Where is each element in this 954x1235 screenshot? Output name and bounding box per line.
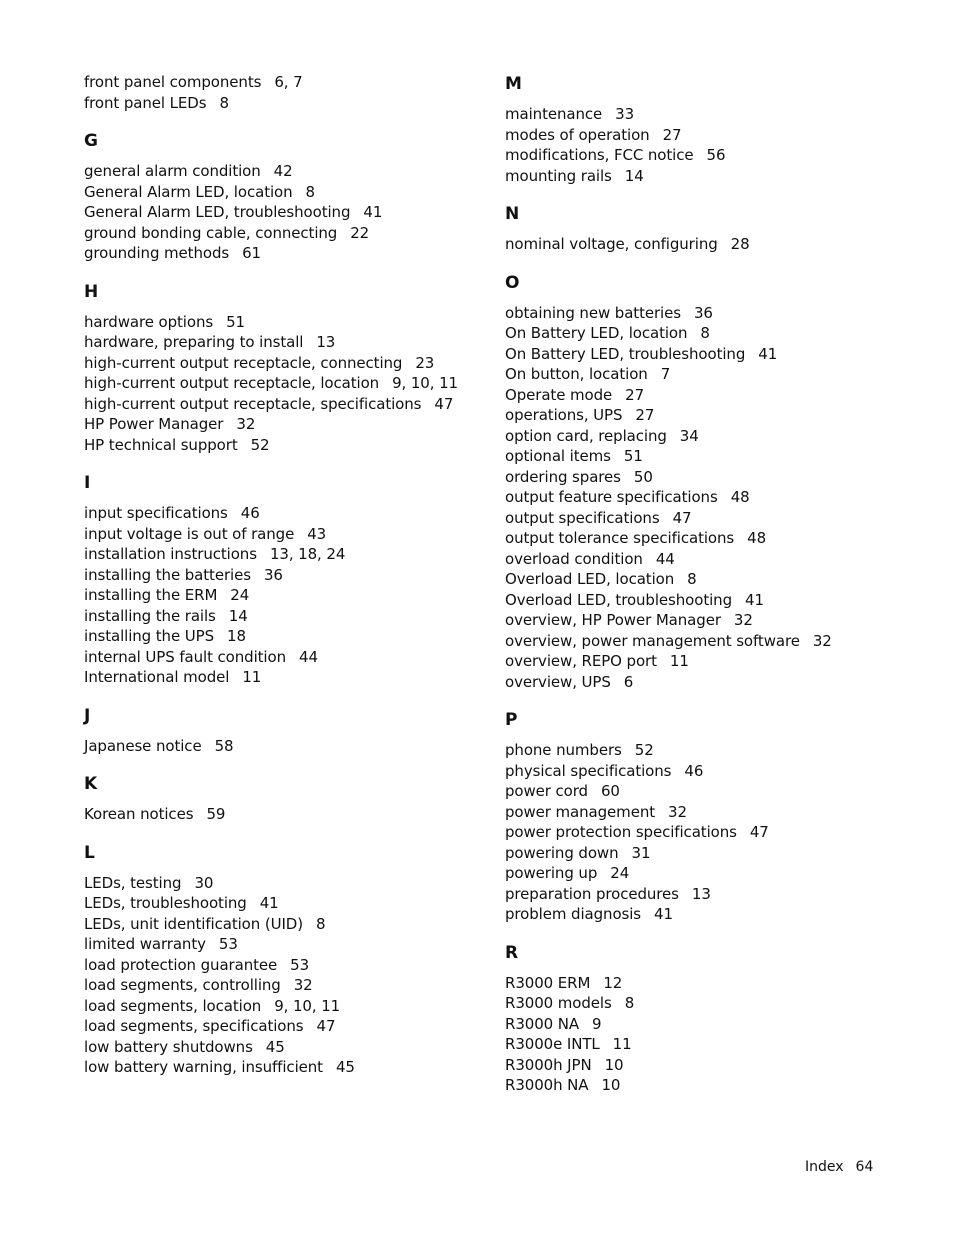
entry-page-link[interactable]: 45 — [265, 1037, 285, 1056]
entry-page-link[interactable]: 13 — [691, 884, 711, 903]
index-entry — [505, 1055, 905, 1076]
index-entry — [505, 528, 905, 549]
entry-term: maintenance — [505, 105, 603, 123]
index-entry — [505, 843, 905, 864]
entry-term: internal UPS fault condition — [84, 647, 286, 666]
index-entry — [84, 544, 484, 565]
index-column-left — [84, 72, 484, 1094]
entry-page-link[interactable]: 7 — [660, 365, 671, 383]
entry-term: General Alarm LED, location — [84, 182, 293, 201]
index-entry — [84, 565, 484, 586]
entry-page-link[interactable]: 41 — [363, 203, 383, 221]
entry-list — [84, 161, 484, 264]
index-entry — [505, 1075, 905, 1096]
entry-list — [505, 104, 905, 186]
entry-term: output tolerance specifications — [505, 529, 735, 547]
entry-term: powering up — [505, 864, 598, 882]
index-entry — [84, 934, 484, 955]
index-entry — [84, 626, 484, 647]
index-entry — [84, 996, 484, 1017]
index-entry — [84, 524, 484, 545]
entry-page-link[interactable]: 28 — [730, 235, 750, 253]
index-entry — [505, 145, 905, 166]
index-entry — [505, 904, 905, 925]
entry-page-link[interactable]: 36 — [693, 303, 713, 322]
entry-term: installing the batteries — [84, 565, 251, 584]
entry-page-link[interactable]: 32 — [293, 976, 313, 994]
entry-term: input specifications — [84, 504, 228, 522]
entry-term: R3000e INTL — [505, 1035, 600, 1053]
entry-page-link[interactable]: 41 — [654, 905, 673, 923]
index-entry — [84, 332, 484, 353]
entry-term: R3000 NA — [505, 1014, 580, 1033]
entry-term: power protection specifications — [505, 823, 737, 841]
entry-term: grounding methods — [84, 244, 230, 262]
entry-term: LEDs, troubleshooting — [84, 894, 247, 912]
entry-term: option card, replacing — [505, 426, 667, 445]
index-entry — [505, 761, 905, 782]
entry-page-link[interactable]: 48 — [730, 488, 750, 506]
entry-term: mounting rails — [505, 166, 612, 185]
entry-page-link[interactable]: 56 — [706, 146, 726, 164]
index-entry — [84, 893, 484, 914]
entry-term: power management — [505, 802, 656, 821]
entry-term: output feature specifications — [505, 488, 718, 506]
index-entry — [84, 72, 484, 93]
entry-list — [505, 740, 905, 925]
entry-page-link[interactable]: 9, 10, 11 — [274, 996, 341, 1015]
entry-page-link[interactable]: 32 — [668, 802, 687, 821]
entry-page-link[interactable]: 22 — [350, 223, 370, 242]
index-entry — [84, 647, 484, 668]
index-entry — [84, 606, 484, 627]
index-entry — [84, 1037, 484, 1058]
entry-list — [84, 503, 484, 688]
entry-list — [84, 72, 484, 113]
entry-term: overview, REPO port — [505, 652, 657, 670]
entry-page-link[interactable]: 51 — [226, 312, 245, 331]
index-section — [84, 704, 484, 757]
index-column-right — [505, 72, 905, 1112]
index-entry — [505, 549, 905, 570]
entry-page-link[interactable]: 8 — [316, 914, 326, 933]
entry-term: International model — [84, 668, 230, 686]
entry-page-link[interactable]: 41 — [758, 344, 778, 363]
section-letter: L — [84, 842, 95, 863]
index-section — [505, 708, 905, 925]
entry-term: physical specifications — [505, 761, 672, 780]
index-section — [84, 280, 484, 456]
entry-term: ordering spares — [505, 467, 621, 486]
entry-term: preparation procedures — [505, 884, 679, 903]
entry-page-link[interactable]: 11 — [612, 1035, 632, 1053]
entry-page-link[interactable]: 9 — [592, 1014, 602, 1033]
entry-term: problem diagnosis — [505, 905, 642, 923]
section-letter: N — [505, 204, 520, 224]
index-entry — [505, 344, 905, 365]
index-section — [84, 772, 484, 825]
entry-term: HP Power Manager — [84, 415, 224, 433]
entry-term: Japanese notice — [84, 736, 202, 755]
entry-page-link[interactable]: 46 — [240, 504, 260, 522]
index-entry — [505, 364, 905, 385]
entry-list — [84, 873, 484, 1078]
index-entry — [84, 243, 484, 264]
entry-page-link[interactable]: 53 — [218, 935, 238, 953]
entry-page-link[interactable]: 14 — [624, 166, 644, 185]
entry-term: Overload LED, location — [505, 570, 675, 588]
entry-term: low battery shutdowns — [84, 1037, 253, 1056]
entry-page-link[interactable]: 33 — [615, 105, 635, 123]
index-entry — [505, 863, 905, 884]
index-entry — [505, 104, 905, 125]
index-entry — [84, 914, 484, 935]
entry-page-link[interactable]: 53 — [290, 955, 310, 974]
entry-page-link[interactable]: 44 — [299, 647, 318, 666]
entry-term: modifications, FCC notice — [505, 146, 694, 164]
index-entry — [84, 873, 484, 894]
entry-page-link[interactable]: 13 — [316, 333, 336, 351]
index-entry — [505, 125, 905, 146]
index-entry — [505, 672, 905, 693]
entry-page-link[interactable]: 45 — [335, 1058, 355, 1076]
index-section — [84, 471, 484, 688]
entry-term: general alarm condition — [84, 162, 261, 180]
entry-term: load segments, location — [84, 996, 262, 1015]
index-entry — [84, 585, 484, 606]
index-entry — [84, 955, 484, 976]
entry-term: high-current output receptacle, specifications — [84, 394, 422, 413]
section-letter: I — [84, 473, 91, 493]
index-entry — [84, 312, 484, 333]
index-entry — [505, 651, 905, 672]
index-entry — [505, 781, 905, 802]
index-entry — [505, 1034, 905, 1055]
entry-page-link[interactable]: 32 — [236, 415, 256, 433]
entry-page-link[interactable]: 6, 7 — [274, 73, 303, 91]
entry-page-link[interactable]: 24 — [230, 586, 250, 604]
entry-term: ground bonding cable, connecting — [84, 223, 338, 242]
entry-page-link[interactable]: 36 — [263, 565, 283, 584]
index-entry — [84, 93, 484, 114]
entry-term: R3000 ERM — [505, 973, 591, 992]
entry-term: General Alarm LED, troubleshooting — [84, 203, 351, 221]
index-entry — [505, 802, 905, 823]
index-entry — [84, 804, 484, 825]
index-entry — [505, 884, 905, 905]
section-letter: K — [84, 774, 98, 794]
entry-term: installing the ERM — [84, 586, 218, 604]
index-entry — [505, 405, 905, 426]
entry-term: R3000 models — [505, 994, 612, 1012]
entry-page-link[interactable]: 59 — [206, 805, 226, 823]
index-entry — [505, 569, 905, 590]
entry-term: obtaining new batteries — [505, 303, 681, 322]
index-entry — [84, 182, 484, 203]
entry-term: low battery warning, insufficient — [84, 1058, 323, 1076]
index-entry — [84, 394, 484, 415]
entry-page-link[interactable]: 27 — [635, 406, 655, 424]
section-letter: G — [84, 131, 98, 151]
index-entry — [84, 975, 484, 996]
index-entry — [505, 1014, 905, 1035]
entry-page-link[interactable]: 6 — [623, 672, 634, 691]
entry-term: On button, location — [505, 365, 648, 383]
index-entry — [505, 590, 905, 611]
entry-page-link[interactable]: 61 — [242, 244, 261, 262]
index-entry — [505, 487, 905, 508]
entry-term: LEDs, testing — [84, 873, 182, 892]
section-letter: R — [505, 942, 519, 963]
entry-term: input voltage is out of range — [84, 524, 295, 543]
entry-page-link[interactable]: 50 — [633, 467, 653, 486]
entry-page-link[interactable]: 47 — [316, 1017, 336, 1035]
index-entry — [84, 503, 484, 524]
entry-page-link[interactable]: 44 — [655, 549, 675, 568]
entry-page-link[interactable]: 27 — [625, 385, 645, 404]
page-number: 64 — [855, 1159, 874, 1175]
index-section — [505, 941, 905, 1096]
entry-list — [505, 303, 905, 693]
entry-page-link[interactable]: 41 — [745, 590, 764, 609]
entry-term: On Battery LED, location — [505, 324, 688, 342]
index-entry — [505, 610, 905, 631]
entry-term: nominal voltage, configuring — [505, 235, 718, 253]
index-entry — [84, 1057, 484, 1078]
entry-page-link[interactable]: 41 — [259, 894, 279, 912]
entry-list — [84, 312, 484, 456]
index-entry — [505, 385, 905, 406]
entry-page-link[interactable]: 14 — [228, 606, 248, 625]
entry-page-link[interactable]: 13, 18, 24 — [269, 545, 346, 563]
entry-term: LEDs, unit identification (UID) — [84, 914, 303, 933]
entry-page-link[interactable]: 32 — [733, 611, 753, 629]
entry-page-link[interactable]: 27 — [662, 125, 682, 144]
entry-page-link[interactable]: 10 — [601, 1076, 621, 1094]
entry-term: optional items — [505, 447, 611, 465]
index-entry — [84, 414, 484, 435]
entry-page-link[interactable]: 47 — [749, 823, 769, 841]
entry-page-link[interactable]: 32 — [812, 631, 832, 650]
entry-term: phone numbers — [505, 741, 622, 759]
entry-term: overview, power management software — [505, 631, 800, 650]
entry-term: output specifications — [505, 508, 660, 527]
index-section — [84, 841, 484, 1078]
section-letter: H — [84, 281, 99, 302]
index-entry — [505, 234, 905, 255]
index-entry — [505, 740, 905, 761]
section-letter: P — [505, 710, 518, 730]
entry-term: installing the UPS — [84, 627, 214, 645]
index-entry — [505, 631, 905, 652]
entry-page-link[interactable]: 10 — [604, 1055, 624, 1074]
entry-term: powering down — [505, 843, 619, 862]
entry-term: installation instructions — [84, 545, 257, 563]
entry-page-link[interactable]: 60 — [600, 782, 620, 800]
entry-term: front panel LEDs — [84, 93, 207, 112]
index-entry — [84, 202, 484, 223]
entry-page-link[interactable]: 46 — [684, 761, 704, 780]
index-entry — [84, 736, 484, 757]
entry-page-link[interactable]: 8 — [624, 994, 635, 1012]
index-entry — [505, 303, 905, 324]
entry-page-link[interactable]: 31 — [631, 843, 651, 862]
entry-page-link[interactable]: 24 — [610, 864, 630, 882]
index-entry — [84, 435, 484, 456]
entry-term: high-current output receptacle, location — [84, 374, 380, 392]
page-footer — [805, 1157, 873, 1177]
section-letter: J — [84, 705, 91, 726]
entry-page-link[interactable]: 47 — [434, 394, 454, 413]
entry-term: R3000h JPN — [505, 1055, 592, 1074]
index-entry — [84, 373, 484, 394]
entry-term: overload condition — [505, 549, 643, 568]
entry-page-link[interactable]: 23 — [415, 353, 435, 372]
section-letter: M — [505, 74, 522, 94]
entry-page-link[interactable]: 12 — [603, 973, 623, 992]
index-entry — [505, 467, 905, 488]
index-section — [505, 72, 905, 186]
entry-page-link[interactable]: 47 — [672, 508, 692, 527]
entry-list — [84, 804, 484, 825]
entry-term: limited warranty — [84, 935, 206, 953]
index-entry — [84, 1016, 484, 1037]
entry-page-link[interactable]: 11 — [669, 652, 689, 670]
entry-page-link[interactable]: 52 — [634, 741, 654, 759]
entry-page-link[interactable]: 9, 10, 11 — [392, 374, 458, 392]
entry-page-link[interactable]: 42 — [273, 162, 293, 180]
entry-term: load segments, controlling — [84, 976, 281, 994]
entry-term: high-current output receptacle, connecting — [84, 353, 403, 372]
index-entry — [505, 426, 905, 447]
entry-term: R3000h NA — [505, 1076, 589, 1094]
entry-term: operations, UPS — [505, 406, 623, 424]
footer-label: Index — [805, 1159, 844, 1175]
index-entry — [505, 446, 905, 467]
entry-term: installing the rails — [84, 606, 216, 625]
entry-term: power cord — [505, 782, 588, 800]
entry-term: load segments, specifications — [84, 1017, 304, 1035]
entry-page-link[interactable]: 8 — [219, 93, 229, 112]
entry-page-link[interactable]: 8 — [687, 570, 697, 588]
entry-page-link[interactable]: 34 — [679, 426, 699, 445]
entry-term: modes of operation — [505, 125, 650, 144]
entry-term: Operate mode — [505, 385, 613, 404]
index-section — [505, 202, 905, 255]
entry-page-link[interactable]: 30 — [194, 873, 214, 892]
index-section — [84, 72, 484, 113]
entry-term: overview, HP Power Manager — [505, 611, 721, 629]
index-entry — [505, 993, 905, 1014]
index-entry — [505, 508, 905, 529]
entry-term: HP technical support — [84, 435, 238, 454]
entry-list — [84, 736, 484, 757]
entry-page-link[interactable]: 8 — [305, 182, 315, 201]
index-entry — [505, 973, 905, 994]
entry-page-link[interactable]: 11 — [242, 668, 262, 686]
entry-term: On Battery LED, troubleshooting — [505, 344, 746, 363]
entry-list — [505, 973, 905, 1096]
entry-page-link[interactable]: 18 — [227, 627, 246, 645]
entry-page-link[interactable]: 58 — [214, 736, 234, 755]
entry-term: front panel components — [84, 73, 262, 91]
index-entry — [505, 323, 905, 344]
entry-list — [505, 234, 905, 255]
entry-page-link[interactable]: 43 — [307, 524, 327, 543]
entry-term: load protection guarantee — [84, 955, 278, 974]
index-section — [84, 129, 484, 264]
entry-term: overview, UPS — [505, 672, 611, 691]
entry-term: hardware options — [84, 312, 214, 331]
index-entry — [505, 822, 905, 843]
entry-term: Overload LED, troubleshooting — [505, 590, 733, 609]
entry-page-link[interactable]: 51 — [623, 447, 643, 465]
index-section — [505, 271, 905, 693]
entry-term: Korean notices — [84, 805, 194, 823]
index-entry — [84, 353, 484, 374]
entry-page-link[interactable]: 52 — [250, 435, 270, 454]
section-letter: O — [505, 272, 520, 293]
entry-page-link[interactable]: 48 — [747, 529, 767, 547]
index-entry — [84, 161, 484, 182]
entry-page-link[interactable]: 8 — [700, 324, 710, 342]
index-entry — [505, 166, 905, 187]
index-entry — [84, 667, 484, 688]
entry-term: hardware, preparing to install — [84, 333, 304, 351]
index-entry — [84, 223, 484, 244]
